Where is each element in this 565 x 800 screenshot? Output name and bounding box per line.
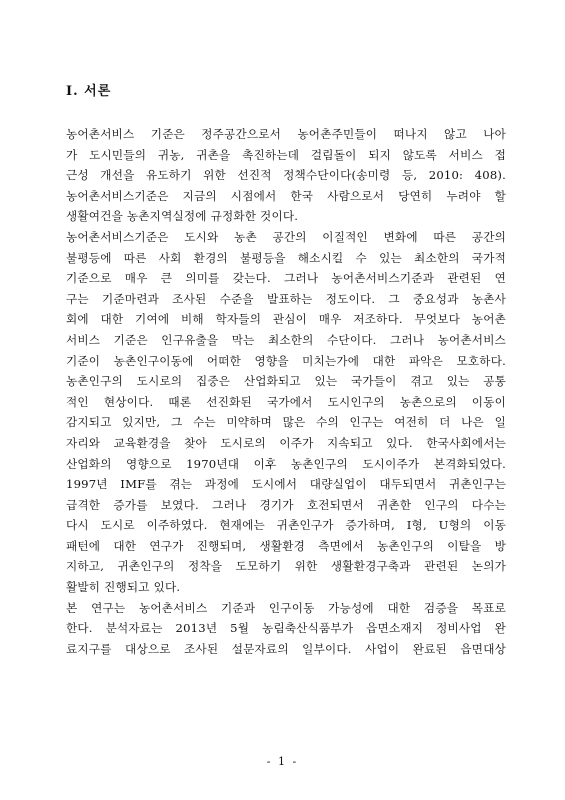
text-line: 패턴에 대한 연구가 진행되며, 생활환경 측면에서 농촌인구의 이탈을 방 — [66, 538, 506, 553]
text-line: 활발히 진행되고 있다. — [66, 580, 181, 595]
text-line: 생활여건을 농촌지역실정에 규정화한 것이다. — [66, 209, 299, 224]
text-line: 급격한 증가를 보였다. 그러나 경기가 호전되면서 귀촌한 인구의 다수는 — [66, 497, 506, 512]
text-line: 근성 개선을 유도하기 위한 선진적 정책수단이다(송미령 등, 2010: 408). — [66, 168, 506, 183]
text-line: 산업화의 영향으로 1970년대 이후 농촌인구의 도시이주가 본격화되었다. — [66, 456, 506, 471]
page-number: - 1 - — [266, 755, 299, 768]
body-text — [66, 124, 506, 659]
text-line: 1997년 IMF를 겪는 과정에 도시에서 대량실업이 대두되면서 귀촌인구는 — [66, 477, 506, 492]
text-line: 적인 현상이다. 때론 선진화된 국가에서 도시인구의 농촌으로의 이동이 — [66, 394, 506, 409]
text-line: 한다. 분석자료는 2013년 5월 농림축산식품부가 읍면소재지 정비사업 완 — [66, 621, 506, 636]
text-line: 다시 도시로 이주하였다. 현재에는 귀촌인구가 증가하며, I형, U형의 이동 — [66, 518, 506, 533]
text-line: 회에 대한 기여에 비해 학자들의 관심이 매우 저조하다. 무엇보다 농어촌 — [66, 312, 506, 327]
text-line: 농촌인구의 도시로의 집중은 산업화되고 있는 국가들이 겪고 있는 공통 — [66, 374, 506, 389]
text-line: 기준으로 매우 큰 의미를 갖는다. 그러나 농어촌서비스기준과 관련된 연 — [66, 271, 506, 286]
text-line: 구는 기준마련과 조사된 수준을 발표하는 정도이다. 그 중요성과 농촌사 — [66, 291, 506, 306]
section-heading: Ⅰ. 서론 — [66, 84, 112, 99]
text-line: 농어촌서비스기준은 도시와 농촌 공간의 이질적인 변화에 따른 공간의 — [66, 229, 506, 244]
text-line: 지하고, 귀촌인구의 정착을 도모하기 위한 생활환경구축과 관련된 논의가 — [66, 559, 506, 574]
text-line: 가 도시민들의 귀농, 귀촌을 촉진하는데 걸림돌이 되지 않도록 서비스 접 — [66, 147, 506, 162]
text-line: 농어촌서비스 기준은 정주공간으로서 농어촌주민들이 떠나지 않고 나아 — [66, 127, 506, 141]
text-line: 료지구를 대상으로 조사된 설문자료의 일부이다. 사업이 완료된 읍면대상 — [66, 641, 506, 656]
text-line: 감지되고 있지만, 그 수는 미약하며 많은 수의 인구는 여전히 더 나은 일 — [66, 415, 506, 430]
text-line: 서비스 기준은 인구유출을 막는 최소한의 수단이다. 그러나 농어촌서비스 — [66, 332, 506, 347]
text-line: 기준이 농촌인구이동에 어떠한 영향을 미치는가에 대한 파악은 모호하다. — [66, 353, 506, 368]
text-line: 자리와 교육환경을 찾아 도시로의 이주가 지속되고 있다. 한국사회에서는 — [66, 435, 506, 450]
text-line: 농어촌서비스기준은 지금의 시점에서 한국 사람으로서 당연히 누려야 할 — [66, 188, 506, 203]
text-line: 불평등에 따른 사회 환경의 불평등을 해소시킬 수 있는 최소한의 국가적 — [66, 250, 506, 265]
text-line: 본 연구는 농어촌서비스 기준과 인구이동 가능성에 대한 검증을 목표로 — [66, 600, 506, 615]
